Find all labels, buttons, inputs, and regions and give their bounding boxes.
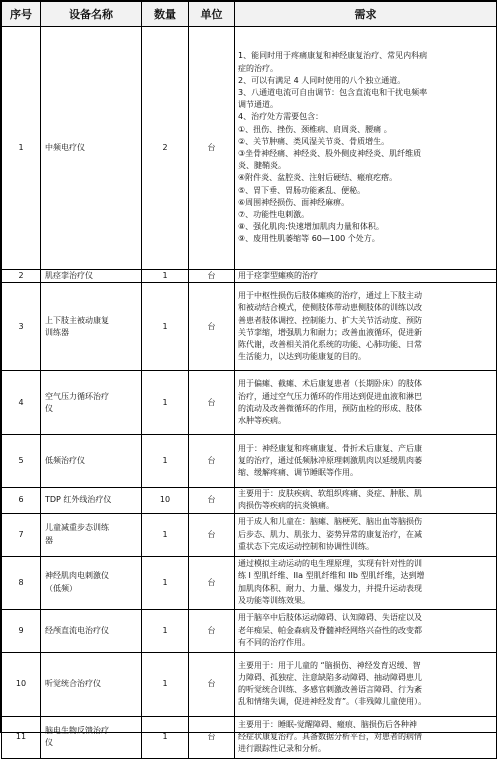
cell-unit: 台 bbox=[189, 609, 235, 652]
cell-unit: 台 bbox=[189, 435, 235, 488]
requirement-line: 主要用于：睡眠-觉醒障碍、瘢痕、脑损伤后各种神 bbox=[238, 719, 417, 729]
table-row bbox=[2, 513, 497, 556]
cell-requirement bbox=[235, 283, 497, 371]
cell-requirement bbox=[235, 435, 497, 488]
cell-device-name bbox=[41, 488, 142, 513]
requirement-line: 肉损伤等疾病的抗炎镇痛。 bbox=[238, 501, 334, 511]
requirement-line: ③坐骨神经痛、神经炎、股外侧皮神经炎、肌纤维质 bbox=[238, 149, 422, 158]
requirement-line: 加肌肉体积、耐力、力量、爆发力，并提升运动表现 bbox=[238, 583, 422, 593]
cell-requirement bbox=[235, 513, 497, 556]
table-row bbox=[2, 488, 497, 513]
cell-requirement bbox=[235, 556, 497, 609]
header-unit: 单位 bbox=[189, 2, 235, 27]
cell-device-name bbox=[41, 27, 142, 270]
device-name-line: 训练器 bbox=[45, 327, 69, 337]
cell-unit: 台 bbox=[189, 27, 235, 270]
requirement-line: 2、可以有满足 4 人同时使用的八个独立通道。 bbox=[238, 75, 406, 85]
cell-requirement bbox=[235, 609, 497, 652]
device-name-line: TDP 红外线治疗仪 bbox=[45, 495, 112, 505]
device-name-line: 仪 bbox=[45, 403, 53, 413]
requirement-line: 1、能同时用于疼痛康复和神经康复治疗、常见内科病 bbox=[238, 51, 428, 61]
cell-unit: 台 bbox=[189, 513, 235, 556]
requirement-line: 症的治疗。 bbox=[238, 63, 278, 73]
device-name-line: 仪 bbox=[45, 738, 53, 748]
cell-quantity: 2 bbox=[142, 27, 189, 270]
requirement-line: 缩、缓解疼痛、调节睡眠等作用。 bbox=[238, 468, 358, 478]
cell-no: 5 bbox=[2, 435, 41, 488]
requirement-line: 进行跟踪性记录和分析。 bbox=[238, 744, 326, 754]
cell-quantity: 1 bbox=[142, 556, 189, 609]
device-name-line: 儿童减重步态训练 bbox=[45, 523, 109, 533]
cell-no: 10 bbox=[2, 652, 41, 716]
requirement-line: ⑥周围神经损伤、面神经麻痹。 bbox=[238, 197, 350, 207]
requirement-line: 治疗，通过空气压力循环的作用达到促进血液和淋巴 bbox=[238, 391, 422, 401]
cell-device-name bbox=[41, 435, 142, 488]
cell-no: 1 bbox=[2, 27, 41, 270]
cell-quantity: 10 bbox=[142, 488, 189, 513]
requirement-line: 及功能等训练效果。 bbox=[238, 595, 310, 605]
cell-no: 3 bbox=[2, 283, 41, 371]
requirement-line: 主要用于：用于儿童的 “脑损伤、神经发育迟缓、智 bbox=[238, 660, 421, 670]
requirement-line: 主要用于：皮肤疾病、软组织疼痛、炎症、肿胀、肌 bbox=[238, 489, 422, 499]
cell-unit: 台 bbox=[189, 270, 235, 283]
requirement-line: ⑨、废用性肌萎缩等 60—100 个处方。 bbox=[238, 234, 380, 244]
cell-device-name bbox=[41, 609, 142, 652]
cell-quantity: 1 bbox=[142, 652, 189, 716]
requirement-line: 重状态下完成运动控制和协调性训练。 bbox=[238, 541, 374, 551]
requirement-line: 善患者肢体调控、控制能力、扩大关节活动度、预防 bbox=[238, 315, 422, 325]
cell-no: 2 bbox=[2, 270, 41, 283]
table-row bbox=[2, 371, 497, 435]
requirement-line: 用于成人和儿童在：脑瘫、脑梗死、脑出血等脑损伤 bbox=[238, 517, 422, 527]
table-row bbox=[2, 270, 497, 283]
table-row bbox=[2, 716, 497, 758]
cell-quantity: 1 bbox=[142, 435, 189, 488]
cell-quantity: 1 bbox=[142, 270, 189, 283]
cell-requirement bbox=[235, 27, 497, 270]
requirement-line: 力障碍、孤独症、注意缺陷多动障碍、抽动障碍患儿 bbox=[238, 672, 422, 682]
requirement-line: 用于：神经康复和疼痛康复、骨折术后康复、产后康 bbox=[238, 443, 422, 453]
cell-quantity: 1 bbox=[142, 716, 189, 758]
cell-requirement bbox=[235, 716, 497, 758]
cell-device-name bbox=[41, 716, 142, 758]
requirement-line: 乱和情绪失调，促进神经发育”。（非残障儿童使用）。 bbox=[238, 697, 427, 707]
cell-device-name bbox=[41, 371, 142, 435]
cell-unit: 台 bbox=[189, 283, 235, 371]
requirement-line: 陈代谢，改善相关消化系统的功能、心肺功能、日常 bbox=[238, 339, 422, 349]
cell-device-name bbox=[41, 270, 142, 283]
cell-no: 4 bbox=[2, 371, 41, 435]
cell-device-name bbox=[41, 652, 142, 716]
device-name-line: 听觉统合治疗仪 bbox=[45, 679, 101, 688]
requirement-line: 3、八通道电流可自由调节：包含直流电和干扰电频率 bbox=[238, 87, 428, 97]
cell-no: 9 bbox=[2, 609, 41, 652]
device-name-line: （低频） bbox=[45, 583, 77, 593]
requirement-line: ⑤、胃下垂、胃肠功能紊乱、便秘。 bbox=[238, 185, 366, 195]
requirement-line: ②、关节肿痛、类风湿关节炎、骨质增生。 bbox=[238, 136, 390, 146]
requirement-line: 调节通道。 bbox=[238, 100, 278, 110]
cell-unit: 台 bbox=[189, 488, 235, 513]
requirement-line: 后步态、肌力、肌张力、姿势异常的康复治疗，在减 bbox=[238, 529, 422, 539]
table-header-row bbox=[2, 2, 497, 27]
requirement-line: 关节挛缩，增强肌力和耐力；改善血液循环，促进新 bbox=[238, 327, 422, 337]
requirement-line: 老年痴呆、帕金森病及脊髓神经网络兴奋性的改变都 bbox=[238, 625, 422, 635]
requirement-line: 4、治疗处方需要包含： bbox=[238, 112, 324, 122]
cell-unit: 台 bbox=[189, 716, 235, 758]
table-row bbox=[2, 609, 497, 652]
table-body bbox=[2, 27, 497, 759]
cell-quantity: 1 bbox=[142, 283, 189, 371]
requirement-line: 的流动及改善微循环的作用，预防血栓的形成、肢体 bbox=[238, 403, 422, 413]
requirement-line: ⑦、功能性电刺激。 bbox=[238, 210, 310, 220]
requirement-line: ①、扭伤、挫伤、颈椎病、肩周炎、腰痛 。 bbox=[238, 124, 392, 134]
equipment-table bbox=[1, 1, 497, 759]
cell-no: 7 bbox=[2, 513, 41, 556]
cell-unit: 台 bbox=[189, 652, 235, 716]
device-name-line: 中频电疗仪 bbox=[45, 142, 85, 152]
header-name: 设备名称 bbox=[41, 2, 142, 27]
header-no: 序号 bbox=[2, 2, 41, 27]
table-row bbox=[2, 27, 497, 270]
table-row bbox=[2, 283, 497, 371]
cell-quantity: 1 bbox=[142, 513, 189, 556]
cell-requirement bbox=[235, 488, 497, 513]
table-row bbox=[2, 435, 497, 488]
table-row bbox=[2, 556, 497, 609]
requirement-line: 水肿等疾病。 bbox=[238, 415, 286, 425]
cell-requirement bbox=[235, 371, 497, 435]
cell-no: 8 bbox=[2, 556, 41, 609]
table-row bbox=[2, 652, 497, 716]
requirement-line: 炎、腱鞘炎。 bbox=[238, 161, 286, 171]
device-name-line: 低频治疗仪 bbox=[45, 456, 85, 466]
device-name-line: 空气压力循环治疗 bbox=[45, 391, 109, 401]
requirement-line: 生活能力，以达到功能康复的目的。 bbox=[238, 352, 366, 362]
requirement-line: 经症状康复治疗。具备数据分析平台，对患者的病情 bbox=[238, 732, 422, 741]
cell-quantity: 1 bbox=[142, 371, 189, 435]
requirement-line: 复的治疗，通过低频脉冲原理刺激肌肉以延缓肌肉萎 bbox=[238, 456, 422, 466]
cell-requirement bbox=[235, 270, 497, 283]
requirement-line: 用于中枢性损伤后肢体瘫痪的治疗，通过上下肢主动 bbox=[238, 291, 422, 301]
device-name-line: 上下肢主被动康复 bbox=[45, 315, 109, 325]
header-requirement: 需求 bbox=[235, 2, 497, 27]
cell-no: 6 bbox=[2, 488, 41, 513]
requirement-line: 用于脑卒中后肢体运动障碍、认知障碍、失语症以及 bbox=[238, 613, 422, 623]
requirement-line: 练 I 型肌纤维、IIa 型肌纤维和 IIb 型肌纤维，达到增 bbox=[238, 571, 425, 581]
requirement-line: 通过模拟主动运动的电生理原理，实现有针对性的训 bbox=[238, 559, 422, 569]
device-name-line: 肌痉挛治疗仪 bbox=[45, 271, 93, 280]
cell-device-name bbox=[41, 513, 142, 556]
requirement-line: ④附件炎、盆腔炎、注射后硬结、瘢痕疙瘩。 bbox=[238, 173, 398, 183]
requirement-line: 用于痉挛型瘫痪的治疗 bbox=[238, 271, 318, 280]
requirement-line: ⑧、强化肌肉:快速增加肌肉力量和体积。 bbox=[238, 222, 384, 232]
device-name-line: 脑电生物反馈治疗 bbox=[45, 725, 109, 735]
cell-no: 11 bbox=[2, 716, 41, 758]
requirement-line: 和被动结合模式，使侧肢体带动患侧肢体的训练以改 bbox=[238, 303, 422, 313]
requirement-line: 有不同的治疗作用。 bbox=[238, 637, 310, 647]
cell-requirement bbox=[235, 652, 497, 716]
cell-device-name bbox=[41, 283, 142, 371]
cell-unit: 台 bbox=[189, 556, 235, 609]
cell-quantity: 1 bbox=[142, 609, 189, 652]
requirement-line: 用于偏瘫、截瘫、术后康复患者（长期卧床）的肢体 bbox=[238, 379, 422, 389]
device-name-line: 神经肌肉电刺激仪 bbox=[45, 571, 109, 581]
cell-unit: 台 bbox=[189, 371, 235, 435]
header-qty: 数量 bbox=[142, 2, 189, 27]
device-name-line: 经颅直流电治疗仪 bbox=[45, 625, 109, 635]
cell-device-name bbox=[41, 556, 142, 609]
requirement-line: 的听觉统合训练、多感官刺激改善语言障碍、行为紊 bbox=[238, 685, 422, 695]
device-name-line: 器 bbox=[45, 535, 53, 545]
